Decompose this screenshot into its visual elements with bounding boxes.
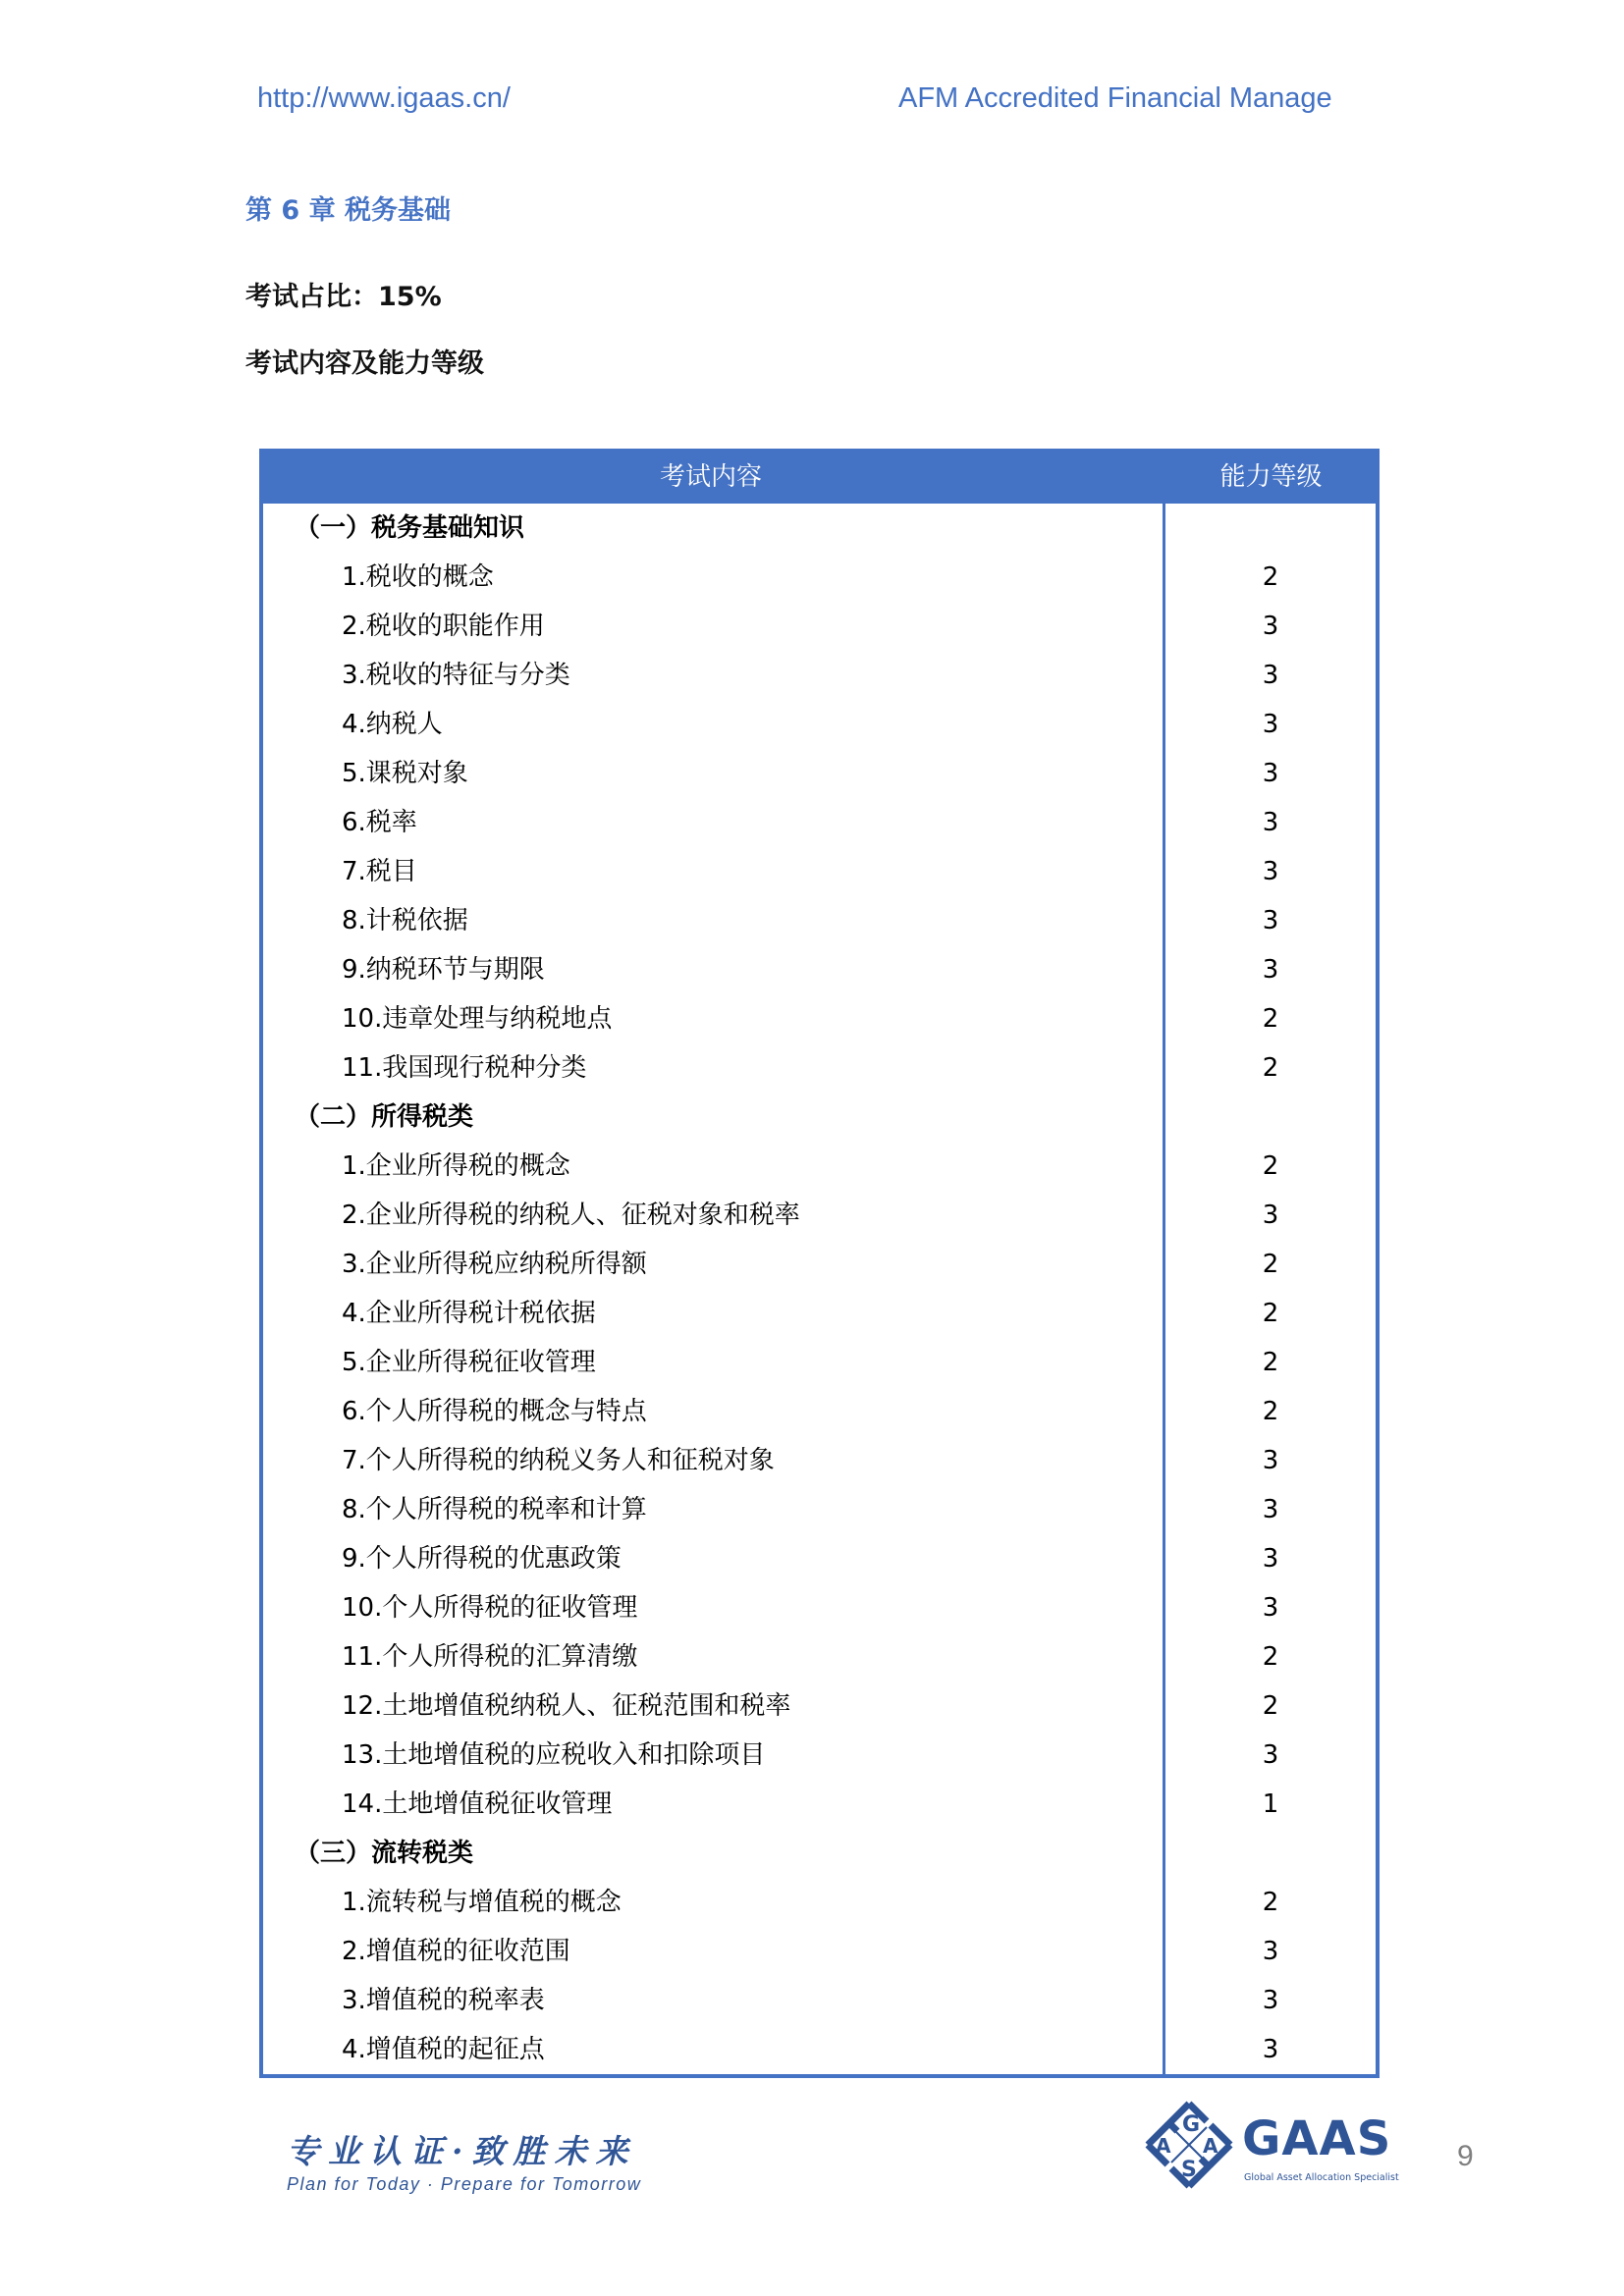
content-item: 4.增值税的起征点 [342,2035,545,2064]
ability-level: 3 [1262,710,1279,739]
content-item: 8.计税依据 [342,906,468,935]
table-row [263,602,1376,651]
slogan-english: Plan for Today · Prepare for Tomorrow [287,2174,642,2194]
content-item: 5.企业所得税征收管理 [342,1348,596,1377]
content-item: 5.课税对象 [342,759,468,788]
table-row [263,1338,1376,1387]
ability-level: 2 [1262,562,1279,592]
table-row [263,1534,1376,1583]
content-item: 3.税收的特征与分类 [342,661,570,690]
content-item: 11.我国现行税种分类 [342,1053,587,1083]
svg-text:A: A [1203,2134,1218,2158]
table-row [263,1191,1376,1240]
table-row [263,945,1376,994]
ability-level: 3 [1262,1446,1279,1475]
content-item: 14.土地增值税征收管理 [342,1789,613,1819]
ability-level: 2 [1262,1151,1279,1181]
content-item: 2.税收的职能作用 [342,612,545,641]
table-row [263,1731,1376,1780]
svg-text:G: G [1182,2112,1201,2137]
logo-brand-text: GAAS [1242,2111,1392,2166]
ability-level: 2 [1262,1053,1279,1083]
table-row [263,847,1376,896]
header-url-link[interactable]: http://www.igaas.cn/ [257,82,511,114]
content-item: 10.违章处理与纳税地点 [342,1004,613,1034]
ability-level: 2 [1262,1888,1279,1917]
section-label: 考试内容及能力等级 [245,348,484,379]
ability-level: 3 [1262,759,1279,788]
section-title: （二）所得税类 [295,1102,474,1132]
column-header-content: 考试内容 [659,462,762,492]
content-item: 9.个人所得税的优惠政策 [342,1544,622,1574]
chapter-title: 第 6 章 税务基础 [245,195,451,226]
table-row [263,1240,1376,1289]
table-row [263,1927,1376,1976]
content-item: 2.增值税的征收范围 [342,1937,570,1966]
content-item: 13.土地增值税的应税收入和扣除项目 [342,1740,766,1770]
footer-slogan [287,2126,641,2195]
section-title: （一）税务基础知识 [295,513,525,543]
ability-level: 3 [1262,1740,1279,1770]
ability-level: 1 [1262,1789,1279,1819]
content-item: 1.企业所得税的概念 [342,1151,570,1181]
ability-level: 3 [1262,1544,1279,1574]
ability-level: 2 [1262,1397,1279,1426]
ability-level: 2 [1262,1250,1279,1279]
table-row [263,1387,1376,1436]
table-header [259,449,1380,504]
table-row [263,700,1376,749]
content-item: 4.纳税人 [342,710,443,739]
logo-subtitle: Global Asset Allocation Specialist [1244,2172,1399,2183]
content-item: 1.税收的概念 [342,562,494,592]
gaas-logo [1142,2098,1399,2196]
ability-level: 3 [1262,1986,1279,2015]
exam-content-table [259,449,1380,2078]
page-number: 9 [1457,2140,1474,2172]
table-row [263,896,1376,945]
content-item: 3.增值税的税率表 [342,1986,545,2015]
content-item: 11.个人所得税的汇算清缴 [342,1642,638,1672]
section-title: （三）流转税类 [295,1839,474,1868]
table-row [263,1976,1376,2025]
svg-text:A: A [1156,2134,1171,2158]
ability-level: 2 [1262,1691,1279,1721]
exam-ratio: 考试占比：15% [245,282,442,312]
ability-level: 3 [1262,857,1279,886]
slogan-chinese: 专业认证·致胜未来 [287,2132,637,2170]
content-item: 6.个人所得税的概念与特点 [342,1397,647,1426]
content-item: 7.税目 [342,857,417,886]
ability-level: 3 [1262,1201,1279,1230]
table-row [263,1878,1376,1927]
table-section-row [263,1829,1376,1878]
content-item: 1.流转税与增值税的概念 [342,1888,622,1917]
content-item: 7.个人所得税的纳税义务人和征税对象 [342,1446,775,1475]
table-section-row [263,504,1376,553]
ability-level: 3 [1262,612,1279,641]
ability-level: 3 [1262,2035,1279,2064]
table-row [263,651,1376,700]
header-title: AFM Accredited Financial Manage [898,82,1332,114]
ability-level: 3 [1262,955,1279,985]
column-header-level: 能力等级 [1219,462,1323,492]
content-item: 2.企业所得税的纳税人、征税对象和税率 [342,1201,800,1230]
table-row [263,1043,1376,1093]
table-row [263,798,1376,847]
table-row [263,1436,1376,1485]
table-row [263,1485,1376,1534]
ability-level: 3 [1262,1495,1279,1524]
ability-level: 3 [1262,808,1279,837]
table-section-row [263,1093,1376,1142]
table-body [263,504,1376,2074]
ability-level: 2 [1262,1004,1279,1034]
content-item: 10.个人所得税的征收管理 [342,1593,638,1623]
svg-text:S: S [1181,2158,1197,2182]
ability-level: 3 [1262,906,1279,935]
table-row [263,1142,1376,1191]
table-row [263,553,1376,602]
table-row [263,1583,1376,1632]
table-row [263,1632,1376,1682]
content-item: 3.企业所得税应纳税所得额 [342,1250,647,1279]
content-item: 8.个人所得税的税率和计算 [342,1495,647,1524]
table-row [263,749,1376,798]
ability-level: 3 [1262,1937,1279,1966]
ability-level: 2 [1262,1642,1279,1672]
content-item: 12.土地增值税纳税人、征税范围和税率 [342,1691,791,1721]
table-row [263,1780,1376,1829]
table-row [263,994,1376,1043]
content-item: 6.税率 [342,808,417,837]
gaas-logo-mark-icon [1142,2098,1236,2192]
table-row [263,1289,1376,1338]
table-row [263,2025,1376,2074]
ability-level: 2 [1262,1299,1279,1328]
content-item: 9.纳税环节与期限 [342,955,545,985]
ability-level: 3 [1262,661,1279,690]
ability-level: 2 [1262,1348,1279,1377]
content-item: 4.企业所得税计税依据 [342,1299,596,1328]
ability-level: 3 [1262,1593,1279,1623]
table-row [263,1682,1376,1731]
